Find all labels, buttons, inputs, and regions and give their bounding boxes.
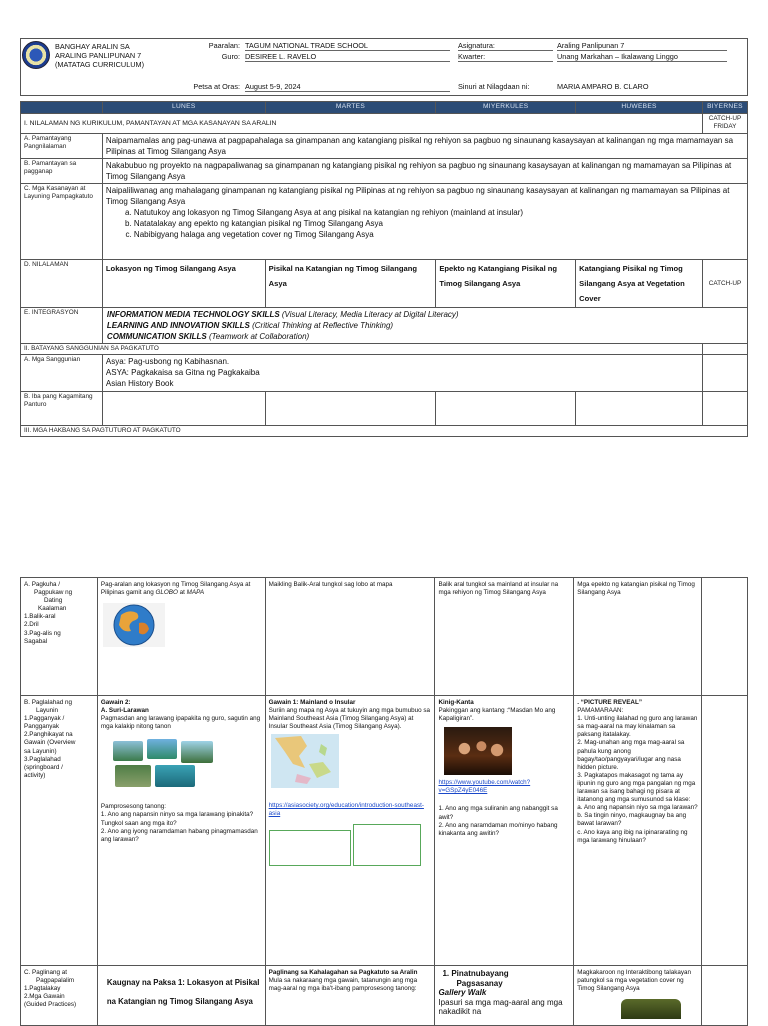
gallery-walk-text: Ipasuri sa mga mag-aaral ang mga nakadikit na: [438, 997, 563, 1016]
conjunction: at: [177, 589, 187, 597]
pagkuha-lunes-body: Pag-aralan ang lokasyon ng Timog Silangang Asya at Pilipinas gamit ang: [100, 581, 251, 597]
pamantayang-pangnilalaman-text: Naipamamalas ang pag-unawa at pagpapahalaga sa ginampanan ang katangiang pisikal ng rehiyon sa pagbuo ng sinaunang kasaysayan at kalinangan ng mga mamamayan sa Pilipinas at Timog Silangang Asya: [102, 134, 747, 159]
mapa-term: MAPA: [186, 589, 205, 597]
title-line-1: BANGHAY ARALIN SA: [55, 42, 130, 51]
label-line: Layunin: [36, 707, 59, 715]
kasanayan-item: a. Natutukoy ang lokasyon ng Timog Silangang Asya at ang pisikal na katangian ng rehiyon (mainland at insular): [134, 207, 744, 218]
nilalaman-huwebes: Katangiang Pisikal ng Timog Silangang Asya at Vegetation Cover: [576, 260, 703, 308]
kasanayan-cell: [102, 184, 747, 260]
kagamitang-miyerkules: [436, 392, 576, 426]
integrasyon-skill: COMMUNICATION SKILLS: [106, 332, 207, 341]
integrasyon-skill: LEARNING AND INNOVATION SKILLS: [106, 321, 250, 330]
pamantayan-pagganap-label: B. Pamantayan sa pagganap: [21, 159, 103, 184]
sanggunian-blank: [702, 355, 747, 392]
kinig-kanta-questions: 1. Ano ang mga suliranin ang nabanggit sa awit? 2. Ano ang naramdaman mo/ninyo habang kinakanta ang awitin?: [438, 805, 558, 837]
sanggunian-item: ASYA: Pagkakaisa sa Gitna ng Pagkakaiba: [105, 368, 260, 377]
label-line: 3.Paglalahad: [24, 755, 61, 763]
day-lunes: LUNES: [102, 102, 265, 114]
globe-image: [103, 603, 165, 647]
label-line: C. Paglinang at: [24, 969, 68, 976]
paglinang-label: [21, 966, 98, 1026]
kaugnay-na-paksa: Kaugnay na Paksa 1: Lokasyon at Pisikal na Katangian ng Timog Silangang Asya: [106, 978, 260, 1006]
sanggunian-item: Asya: Pag-usbong ng Kabihasnan.: [105, 357, 230, 366]
nilalaman-lunes: Lokasyon ng Timog Silangang Asya: [102, 260, 265, 308]
sinuri-label: Sinuri at Nilagdaan ni:: [458, 82, 530, 91]
gallery-walk-title: Gallery Walk: [438, 988, 487, 997]
mainland-insular-title: Gawain 1: Mainland o Insular: [268, 699, 356, 706]
paaralan-value: TAGUM NATIONAL TRADE SCHOOL: [245, 41, 450, 51]
talakayan-text: Magkakaroon ng Interaktibong talakayan patungkol sa mga vegetation cover ng Timog Silangang Asya: [577, 969, 692, 993]
kwarter-label: Kwarter:: [458, 52, 553, 62]
title-line-3: (MATATAG CURRICULUM): [55, 60, 145, 70]
kagamitang-biyernes: [702, 392, 747, 426]
answer-boxes: [269, 824, 432, 869]
integrasyon-line: [107, 320, 744, 331]
suri-larawan-text: Pagmasdan ang larawang ipapakita ng guro, sagutin ang mga kalakip nitong tanon: [100, 715, 261, 731]
label-line: Dating: [44, 597, 63, 605]
paglinang-huwebes: [574, 966, 702, 1026]
label-line: B. Paglalahad ng: [24, 699, 72, 706]
pagkuha-lunes-text: [101, 581, 262, 597]
nilalaman-catchup: CATCH-UP: [702, 260, 747, 308]
paglalahad-martes: [265, 696, 435, 966]
section2-blank: [702, 344, 747, 355]
day-biyernes: BIYERNES: [702, 102, 747, 114]
asia-map-image: [271, 734, 339, 788]
kagamitang-label: B. Iba pang Kagamitang Panturo: [21, 392, 103, 426]
pinatnubayang-title: 1. Pinatnubayang: [442, 969, 509, 978]
petsa-value: August 5-9, 2024: [245, 82, 450, 92]
sanggunian-item: Asian History Book: [105, 379, 174, 388]
kasanayan-item: c. Nabibigyang halaga ang vegetation cover ng Timog Silangang Asya: [134, 229, 744, 240]
sanggunian-label: A. Mga Sanggunian: [21, 355, 103, 392]
integrasyon-detail: (Teamwork at Collaboration): [206, 332, 310, 341]
label-line: (springboard /: [24, 763, 63, 771]
label-line: 2.Panghikayat na: [24, 731, 73, 739]
label-line: 2.Dril: [24, 621, 39, 629]
kinig-kanta-title: Kinig-Kanta: [438, 699, 474, 706]
youtube-link[interactable]: https://www.youtube.com/watch?v=GSpZ4yE046E: [438, 779, 531, 795]
paglinang-title: Paglinang sa Kahalagahan sa Pagkatuto sa Aralin: [268, 969, 418, 976]
pamantayang-pangnilalaman-label: A. Pamantayang Pangnilalaman: [21, 134, 103, 159]
label-line: 1.Pagganyak /: [24, 715, 65, 723]
kagamitang-martes: [265, 392, 436, 426]
pagkuha-martes: Maikling Balik-Aral tungkol sag lobo at mapa: [265, 578, 435, 696]
label-line: Pagpapalalim: [36, 977, 75, 985]
nilalaman-miyerkules: Epekto ng Katangiang Pisikal ng Timog Silangang Asya: [436, 260, 576, 308]
day-huwebes: HUWEBES: [576, 102, 703, 114]
kagamitang-lunes: [102, 392, 265, 426]
paglalahad-biyernes: [702, 696, 748, 966]
pamamaraan-head: PAMAMARAAN:: [577, 707, 624, 715]
integrasyon-detail: (Critical Thinking at Reflective Thinking): [249, 321, 394, 330]
section3-title: III. MGA HAKBANG SA PAGTUTURO AT PAGKATUTO: [21, 426, 748, 437]
blank-header: [21, 102, 103, 114]
paglinang-text: Mula sa nakaraang mga gawain, tatanungin ang mga mag-aaral ng mga iba't-ibang pamprosesong tanong:: [268, 977, 418, 993]
pagkuha-miyerkules: Balik aral tungkol sa mainland at insular na mga rehiyon ng Timog Silangang Asya: [435, 578, 574, 696]
paglinang-biyernes: [702, 966, 748, 1026]
day-miyerkules: MIYERKULES: [436, 102, 576, 114]
paglinang-lunes: [97, 966, 265, 1026]
asiasociety-link[interactable]: https://asiasociety.org/education/introduction-southeast-asia: [268, 802, 424, 818]
petsa-label: Petsa at Oras:: [193, 82, 240, 91]
section1-title: I. NILALAMAN NG KURIKULUM, PAMANTAYAN AT MGA KASANAYAN SA ARALIN: [21, 114, 703, 134]
kasanayan-item: b. Natatalakay ang epekto ng katangian pisikal ng Timog Silangang Asya: [134, 218, 744, 229]
kwarter-value: Unang Markahan – Ikalawang Linggo: [557, 52, 727, 62]
label-line: A. Pagkuha /: [24, 581, 61, 588]
curriculum-table: [20, 101, 748, 437]
pagkuha-lunes: [97, 578, 265, 696]
answer-box[interactable]: [269, 830, 351, 866]
pagkuha-label: [21, 578, 98, 696]
kagamitang-huwebes: [576, 392, 703, 426]
suri-larawan-title: A. Suri-Larawan: [100, 707, 149, 715]
label-line: 1.Pagtalakay: [24, 985, 61, 993]
day-header-row: [21, 102, 748, 114]
kasanayan-label: C. Mga Kasanayan at Layuning Pampagkatuto: [21, 184, 103, 260]
asignatura-label: Asignatura:: [458, 41, 553, 51]
paglinang-martes: [265, 966, 435, 1026]
integrasyon-line: [107, 309, 744, 320]
kinig-kanta-text: Pakinggan ang kantang :“Masdan Mo ang Kapaligiran”.: [438, 707, 556, 723]
label-line: Kaalaman: [38, 605, 67, 613]
picture-reveal-title: . “PICTURE REVEAL”: [577, 699, 642, 706]
paglalahad-lunes: [97, 696, 265, 966]
label-line: 1.Balik-aral: [24, 613, 56, 621]
song-video-image: [444, 727, 512, 775]
sinuri-value: MARIA AMPARO B. CLARO: [557, 82, 649, 91]
landscape-photo: [155, 765, 195, 787]
label-line: 3.Pag-alis ng: [24, 629, 61, 637]
header-border: [20, 38, 748, 96]
paglalahad-label: [21, 696, 98, 966]
asignatura-value: Araling Panlipunan 7: [557, 41, 727, 51]
paglalahad-miyerkules: [435, 696, 574, 966]
pamantayan-pagganap-text: Nakabubuo ng proyekto na nagpapaliwanag sa ginampanan ng katangiang pisikal ng rehiyon sa pagbuo ng sinaunang kasaysayan at kalinangan ng mamamayan sa Pilipinas at Timog Silangang Asya: [102, 159, 747, 184]
kasanayan-text: Naipaliliwanag ang mahalagang ginampanan ng katangiang pisikal ng Pilipinas at ng rehiyon sa pagbuo ng sinaunang kasaysayan at kalinangan ng mamamayan sa Pilipinas at Timog Silangang Asya: [105, 186, 730, 206]
label-line: Pagpukaw ng: [34, 589, 73, 597]
mainland-insular-text: Suriin ang mapa ng Asya at tukuyin ang mga bumubuo sa Mainland Southeast Asia (Timog Silangang Asya) at Insular Southeast Asia (Timog Silangang Asya).: [268, 707, 431, 731]
label-line: 2.Mga Gawain: [24, 993, 65, 1001]
integrasyon-detail: (Visual Literacy, Media Literacy at Digital Literacy): [279, 310, 459, 319]
nilalaman-label: D. NILALAMAN: [21, 260, 103, 308]
catchup-friday: CATCH-UP FRIDAY: [702, 114, 747, 134]
landscape-photo: [147, 739, 177, 759]
guro-value: DESIREE L. RAVELO: [245, 52, 450, 62]
landscape-photo: [113, 741, 143, 761]
landscape-photo: [115, 765, 151, 787]
procedure-table: [20, 577, 748, 1026]
label-line: Gawain (Overview: [24, 739, 76, 747]
kasanayan-list: [106, 207, 744, 240]
label-line: (Guided Practices): [24, 1001, 77, 1009]
label-line: sa Layunin): [24, 747, 57, 755]
pagsasanay-title: Pagsasanay: [456, 978, 503, 988]
day-martes: MARTES: [265, 102, 436, 114]
guro-label: Guro:: [221, 52, 240, 61]
landscape-photo: [181, 741, 213, 763]
answer-box[interactable]: [353, 824, 421, 866]
label-line: activity): [24, 771, 46, 779]
vegetation-image: [621, 999, 681, 1019]
title-line-2: ARALING PANLIPUNAN 7: [55, 51, 142, 61]
sanggunian-cell: [102, 355, 702, 392]
paglalahad-huwebes: [574, 696, 702, 966]
pamprosesong-head: Pamprosesong tanong:: [100, 803, 167, 811]
paaralan-label: Paaralan:: [208, 41, 240, 50]
pagkuha-biyernes: [702, 578, 748, 696]
integrasyon-skill: INFORMATION MEDIA TECHNOLOGY SKILLS: [106, 310, 280, 319]
label-line: Sagabal: [24, 637, 48, 645]
section2-title: II. BATAYANG SANGGUNIAN SA PAGKATUTO: [21, 344, 703, 355]
nilalaman-martes: Pisikal na Katangian ng Timog Silangang Asya: [265, 260, 436, 308]
landscape-photos: [113, 739, 213, 789]
pagkuha-huwebes: Mga epekto ng katangian pisikal ng Timog Silangang Asya: [574, 578, 702, 696]
gawain-title: Gawain 2:: [100, 699, 131, 706]
label-line: Pangganyak: [24, 723, 60, 731]
pamprosesong-tanong: 1. Ano ang napansin ninyo sa mga larawang ipinakita? Tungkol saan ang mga ito? 2. Ano ang iyong naramdaman habang pinagmamasdan ang larawan?: [100, 811, 258, 843]
paglinang-miyerkules: [435, 966, 574, 1026]
integrasyon-cell: [102, 308, 747, 344]
integrasyon-line: [107, 331, 744, 342]
picture-reveal-steps: 1. Unti-unting ilalahad ng guro ang larawan sa mag-aaral na may kinalaman sa paksang itatalakay. 2. Mag-unahan ang mga mag-aaral sa pahula kung anong bagay/tao/pangyayari/lugar ang nasa hidden picture. 3. Pagkatapos makasagot ng tama ay iipunin ng guro ang mga pangalan ng mga larawan sa isang bahagi ng pisara at itatanong ang mga sumusunod sa klase: a. Ano ang napansin niyo sa mga larawan? b. Sa tingin ninyo, magkaugnay ba ang bawat larawan? c. Ano kaya ang ibig na ipinararating ng mga larawang hinulaan?: [577, 715, 698, 844]
integrasyon-label: E. INTEGRASYON: [21, 308, 103, 344]
globo-term: GLOBO: [155, 589, 178, 597]
